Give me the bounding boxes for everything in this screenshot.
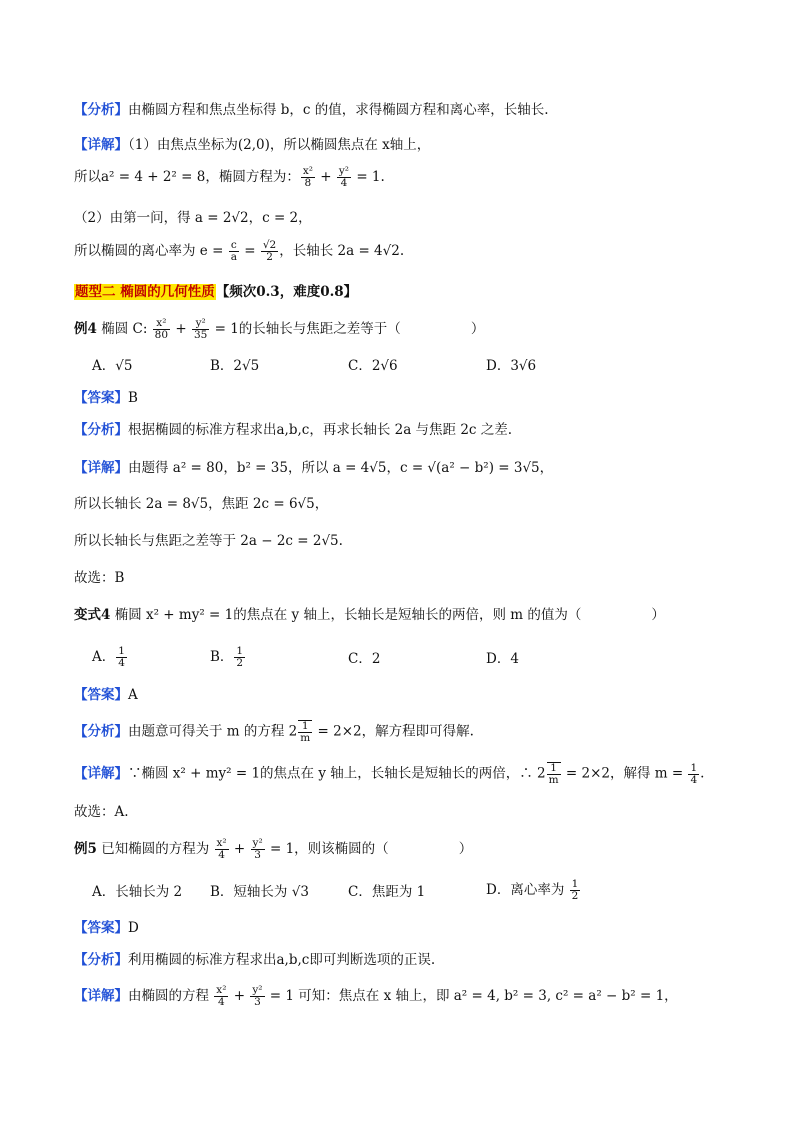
fraction <box>250 985 264 1008</box>
answer-value: A <box>128 687 138 703</box>
option-d-label: D．离心率为 <box>486 882 569 898</box>
denominator: 80 <box>154 329 169 341</box>
detail-text: （1）由焦点坐标为(2,0)，所以椭圆焦点在 x轴上， <box>128 137 431 153</box>
option-d <box>486 879 581 902</box>
option-b-label: B． <box>210 649 234 665</box>
analysis-tag: 【 分析 】 <box>74 422 128 438</box>
denominator: 35 <box>193 329 208 341</box>
text-segment: = 1的长轴长与焦距之差等于（ <box>210 321 401 337</box>
answer-line-1 <box>74 388 754 408</box>
example-4-question <box>74 318 754 341</box>
numerator: x² <box>153 318 170 330</box>
numerator: c <box>229 240 239 252</box>
detail-tag: 【 详解 】 <box>74 988 128 1004</box>
option-a: A．√5 <box>92 358 133 374</box>
answer-value: B <box>128 390 138 406</box>
denominator: m <box>548 774 559 786</box>
text-segment: ∵椭圆 x² + my² = 1的焦点在 y 轴上，长轴长是短轴长的两倍，∴ 2 <box>128 765 546 782</box>
denominator: 2 <box>266 251 273 263</box>
denominator: 2 <box>236 657 244 669</box>
denominator: 8 <box>304 177 312 189</box>
option-a <box>92 646 128 669</box>
variant-4-question <box>74 605 754 625</box>
text-segment: ） <box>458 841 473 857</box>
detail-line-4 <box>74 985 754 1008</box>
choice-line-2 <box>74 802 754 822</box>
text-segment: 椭圆 x² + my² = 1的焦点在 y 轴上，长轴长是短轴长的两倍，则 m 的值为（ <box>110 607 582 623</box>
analysis-line-2 <box>74 420 754 440</box>
fraction <box>298 720 312 744</box>
option-b <box>210 646 246 669</box>
numerator: 1 <box>547 762 561 775</box>
analysis-text: 由椭圆方程和焦点坐标得 b，c 的值，求得椭圆方程和离心率，长轴长. <box>128 102 549 118</box>
denominator: 3 <box>254 849 261 861</box>
detail-line-1 <box>74 135 754 155</box>
analysis-tag: 【 分析 】 <box>74 952 128 968</box>
denominator: 4 <box>340 177 348 189</box>
numerator: y² <box>338 165 350 177</box>
analysis-line-4 <box>74 950 754 970</box>
text-segment: . <box>700 765 705 782</box>
denominator: a <box>230 251 237 263</box>
question-label: 例4 <box>74 321 97 337</box>
analysis-line-3 <box>74 720 754 744</box>
analysis-text: 根据椭圆的标准方程求出a,b,c，再求长轴长 2a 与焦距 2c 之差. <box>128 422 513 438</box>
text-segment: + <box>229 988 250 1004</box>
text-segment: ，长轴长 2a = 4√2. <box>279 243 405 259</box>
text-segment: 故选：A. <box>74 804 129 820</box>
choice-line-1 <box>74 568 754 588</box>
text-segment: + <box>315 169 336 185</box>
fraction <box>214 985 228 1008</box>
fraction <box>570 879 581 902</box>
section-frequency: 【频次0.3，难度0.8】 <box>215 284 358 300</box>
denominator: 4 <box>218 996 225 1008</box>
fraction <box>192 318 209 341</box>
detail-text: 由题得 a² = 80，b² = 35，所以 a = 4√5，c = √(a² − b²) = 3√5， <box>128 460 554 476</box>
numerator: √2 <box>262 239 277 251</box>
text-segment: 所以长轴长与焦距之差等于 2a − 2c = 2√5. <box>74 533 343 549</box>
text-segment: = 2×2，解得 m = <box>561 765 688 782</box>
text-segment: = 1 可知：焦点在 x 轴上，即 a² = 4, b² = 3, c² = a² − b² = 1， <box>265 988 678 1004</box>
option-b: B．2√5 <box>210 358 260 374</box>
text-segment: 故选：B <box>74 570 125 586</box>
eccentricity-line <box>74 240 754 263</box>
option-c: C．焦距为 1 <box>348 884 426 900</box>
fraction <box>116 646 127 669</box>
fraction <box>215 838 229 861</box>
option-a-label: A． <box>92 649 116 665</box>
text-segment: 由题意可得关于 m 的方程 2 <box>128 723 298 740</box>
answer-value: D <box>128 920 139 936</box>
numerator: x² <box>216 984 227 996</box>
fraction <box>547 762 561 786</box>
text-segment: 所以长轴长 2a = 8√5，焦距 2c = 6√5， <box>74 496 329 512</box>
fraction <box>234 646 245 669</box>
numerator: y² <box>192 318 209 330</box>
answer-line-2 <box>74 685 754 705</box>
numerator: y² <box>252 984 263 996</box>
text-segment: + <box>171 321 191 337</box>
denominator: 4 <box>118 657 125 669</box>
detail-line-2 <box>74 458 754 478</box>
text-segment: （2）由第一问，得 a = 2√2，c = 2， <box>74 210 312 226</box>
text-segment: 椭圆 C: <box>96 321 152 337</box>
fraction <box>301 166 315 189</box>
text-segment: 已知椭圆的方程为 <box>96 841 214 857</box>
answer-tag: 【 答案 】 <box>74 687 128 703</box>
detail-tag: 【 详解 】 <box>74 137 128 153</box>
text-segment: = 2×2，解方程即可得解. <box>313 723 474 740</box>
detail-line-3 <box>74 762 754 786</box>
fraction <box>229 240 239 263</box>
fraction <box>337 166 351 189</box>
question-label: 例5 <box>74 841 97 857</box>
part2-line <box>74 208 754 228</box>
numerator: 1 <box>298 720 312 733</box>
option-d: D．4 <box>486 651 519 667</box>
question-label: 变式4 <box>74 607 111 623</box>
example-5-question <box>74 838 754 861</box>
option-a: A．长轴长为 2 <box>92 884 183 900</box>
difference-line <box>74 531 754 551</box>
fraction <box>261 240 278 263</box>
fraction <box>688 763 699 786</box>
detail-tag: 【 详解 】 <box>74 766 128 782</box>
denominator: m <box>300 732 311 744</box>
answer-line-3 <box>74 918 754 938</box>
text-segment: = 1. <box>352 169 385 185</box>
numerator: x² <box>216 837 227 849</box>
fraction <box>251 838 265 861</box>
numerator: 1 <box>690 761 698 774</box>
analysis-tag: 【 分析 】 <box>74 724 128 740</box>
analysis-text: 利用椭圆的标准方程求出a,b,c即可判断选项的正误. <box>128 952 436 968</box>
text-segment: = 1，则该椭圆的（ <box>265 841 389 857</box>
denominator: 4 <box>218 849 225 861</box>
text-segment: 所以a² = 4 + 2² = 8，椭圆方程为： <box>74 169 300 185</box>
numerator: y² <box>252 837 263 849</box>
text-segment: 所以椭圆的离心率为 e = <box>74 243 228 259</box>
analysis-line-1 <box>74 100 754 120</box>
option-c: C．2√6 <box>348 358 398 374</box>
denominator: 2 <box>571 890 579 902</box>
major-axis-line <box>74 494 754 514</box>
section-title-highlight: 题型二 椭圆的几何性质 <box>75 284 215 300</box>
numerator: 1 <box>118 645 125 657</box>
ellipse-equation-line <box>74 166 754 189</box>
option-b: B．短轴长为 √3 <box>210 884 309 900</box>
fraction <box>153 318 170 341</box>
text-segment: ） <box>651 607 665 623</box>
section-heading <box>74 282 754 302</box>
answer-tag: 【 答案 】 <box>74 390 128 406</box>
text-segment: ） <box>470 321 485 337</box>
option-c: C．2 <box>348 651 381 667</box>
analysis-tag: 【 分析 】 <box>74 102 128 118</box>
answer-tag: 【 答案 】 <box>74 920 128 936</box>
option-d: D．3√6 <box>486 358 537 374</box>
denominator: 3 <box>254 996 261 1008</box>
numerator: 1 <box>571 878 579 890</box>
numerator: x² <box>302 165 313 177</box>
text-segment: 由椭圆的方程 <box>128 988 214 1004</box>
detail-tag: 【 详解 】 <box>74 460 128 476</box>
numerator: 1 <box>236 645 244 657</box>
text-segment: = <box>239 243 260 259</box>
text-segment: + <box>229 841 250 857</box>
denominator: 4 <box>690 773 698 786</box>
